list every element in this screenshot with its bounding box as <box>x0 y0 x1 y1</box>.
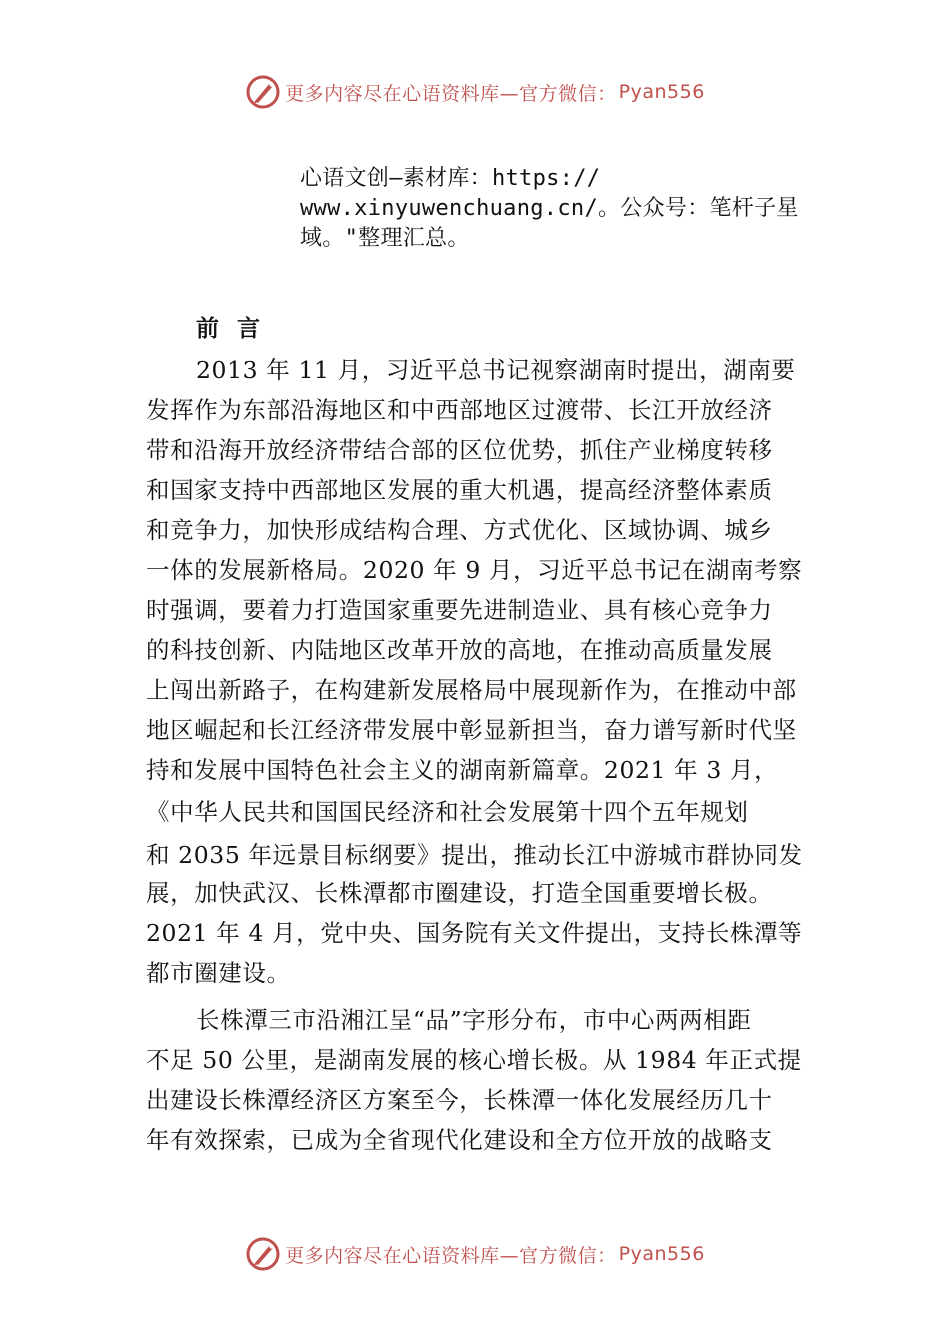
body-line: 的科技创新、内陆地区改革开放的高地，在推动高质量发展 <box>146 636 773 664</box>
body-line: 2021 年 4 月，党中央、国务院有关文件提出，支持长株潭等 <box>146 919 803 947</box>
footer-watermark <box>0 1236 950 1272</box>
body-line: 一体的发展新格局。2020 年 9 月，习近平总书记在湖南考察 <box>146 556 803 584</box>
source-note-line: 域。"整理汇总。 <box>300 226 470 251</box>
watermark-text: 更多内容尽在心语资料库—官方微信： <box>285 1244 617 1267</box>
source-note <box>300 164 840 254</box>
body-line: 和国家支持中西部地区发展的重大机遇，提高经济整体素质 <box>146 476 773 504</box>
pen-nib-logo-icon <box>245 1236 281 1272</box>
source-note-line: 心语文创—素材库：https:// <box>300 166 601 191</box>
body-line: 持和发展中国特色社会主义的湖南新篇章。2021 年 3 月， <box>146 756 779 784</box>
body-line: 不足 50 公里，是湖南发展的核心增长极。从 1984 年正式提 <box>146 1046 802 1074</box>
body-line: 地区崛起和长江经济带发展中彰显新担当，奋力谱写新时代坚 <box>146 716 797 744</box>
body-line: 展，加快武汉、长株潭都市圈建设，打造全国重要增长极。 <box>146 879 773 907</box>
header-watermark <box>0 74 950 110</box>
body-line: 和竞争力，加快形成结构合理、方式优化、区域协调、城乡 <box>146 516 773 544</box>
body-line: 2013 年 11 月，习近平总书记视察湖南时提出，湖南要 <box>196 356 796 384</box>
pen-nib-logo-icon <box>245 74 281 110</box>
body-line: 长株潭三市沿湘江呈“品”字形分布，市中心两两相距 <box>196 1006 752 1034</box>
section-heading: 前言 <box>196 315 278 342</box>
source-note-line: www.xinyuwenchuang.cn/。公众号：笔杆子星 <box>300 196 799 221</box>
watermark-wechat-handle: Pyan556 <box>618 1243 705 1265</box>
body-line: 出建设长株潭经济区方案至今，长株潭一体化发展经历几十 <box>146 1086 773 1114</box>
watermark-text: 更多内容尽在心语资料库—官方微信： <box>285 82 617 105</box>
body-line: 《中华人民共和国国民经济和社会发展第十四个五年规划 <box>146 798 749 826</box>
body-line: 年有效探索，已成为全省现代化建设和全方位开放的战略支 <box>146 1126 773 1154</box>
body-line: 时强调，要着力打造国家重要先进制造业、具有核心竞争力 <box>146 596 773 624</box>
body-line: 都市圈建设。 <box>146 959 291 987</box>
body-line: 带和沿海开放经济带结合部的区位优势，抓住产业梯度转移 <box>146 436 773 464</box>
body-line: 发挥作为东部沿海地区和中西部地区过渡带、长江开放经济 <box>146 396 773 424</box>
watermark-wechat-handle: Pyan556 <box>618 81 705 103</box>
body-line: 上闯出新路子，在构建新发展格局中展现新作为，在推动中部 <box>146 676 797 704</box>
body-line: 和 2035 年远景目标纲要》提出，推动长江中游城市群协同发 <box>146 841 803 869</box>
